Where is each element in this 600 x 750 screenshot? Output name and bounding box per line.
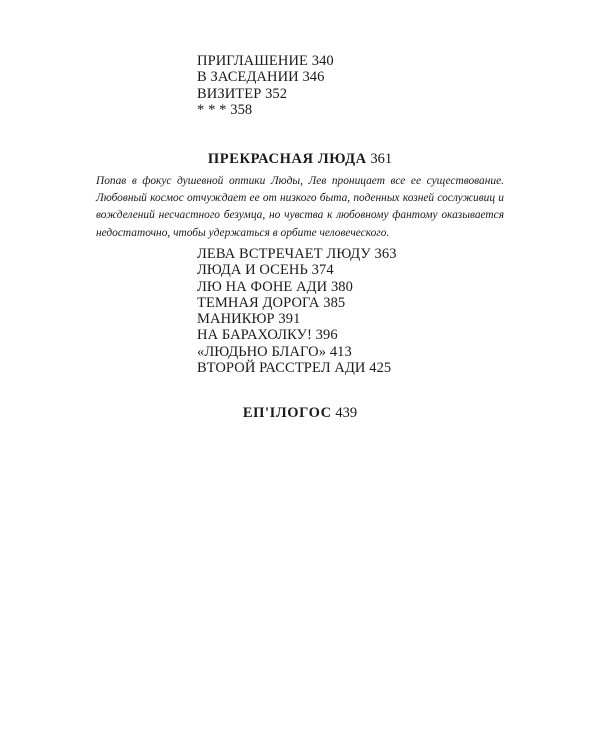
toc-entry: ЛЕВА ВСТРЕЧАЕТ ЛЮДУ 363 (197, 246, 397, 262)
toc-entry: ПРИГЛАШЕНИЕ 340 (197, 53, 334, 69)
toc-entry: В ЗАСЕДАНИИ 346 (197, 69, 325, 86)
part-title: ПРЕКРАСНАЯ ЛЮДА (207, 151, 367, 167)
toc-entry: ВТОРОЙ РАССТРЕЛ АДИ 425 (197, 360, 392, 377)
part-annotation: Попав в фокус душевной оптики Люды, Лев проницает все ее существование. Любовный космос отчуждает ее от низкого быта, поденных козней сослуживиц и вожделений несчастного безумца, но чувства к любовному фантому оказывается недостаточно, чтобы удержаться в орбите человеческого. (96, 175, 504, 239)
toc-entry: «ЛЮДЬНО БЛАГО» 413 (197, 343, 352, 360)
part-page-number: 361 (370, 151, 393, 167)
toc-entry: * * * 358 (197, 101, 253, 118)
toc-entry: ЛЮДА И ОСЕНЬ 374 (197, 262, 334, 279)
toc-list-top (197, 53, 457, 118)
toc-list-luda (197, 246, 457, 376)
toc-entry: ВИЗИТЕР 352 (197, 85, 288, 102)
toc-entry: НА БАРАХОЛКУ! 396 (197, 327, 338, 344)
toc-entry: ТЕМНАЯ ДОРОГА 385 (197, 294, 346, 311)
part-heading-luda (0, 151, 600, 168)
toc-entry: ЛЮ НА ФОНЕ АДИ 380 (197, 278, 353, 295)
epilog-title: ЕП'ІЛОГОС (242, 405, 332, 421)
toc-entry: МАНИКЮР 391 (197, 311, 301, 328)
epilog-heading (0, 405, 600, 422)
epilog-page-number: 439 (335, 405, 358, 421)
